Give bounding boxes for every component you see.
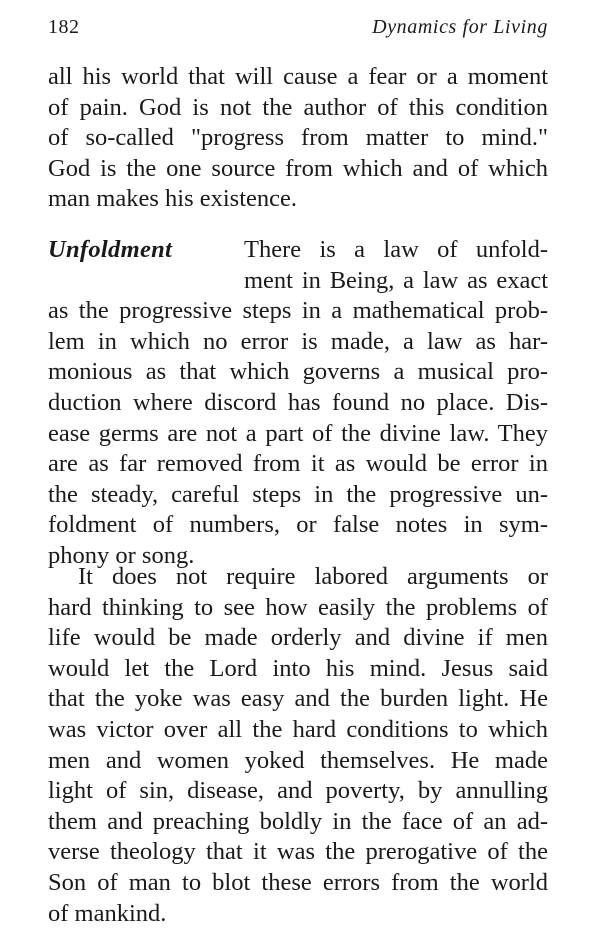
text-line: of so-called "progress from matter to mind." <box>48 124 548 152</box>
text-line: them and preaching boldly in the face of an ad- <box>48 807 548 835</box>
text-line: ment in Being, a law as exact <box>244 266 548 294</box>
page-header <box>48 16 548 42</box>
text-line: of mankind. <box>48 899 167 927</box>
text-line: verse theology that it was the prerogative of the <box>48 838 548 866</box>
section-unfoldment <box>48 235 548 572</box>
text-line: God is the one source from which and of which <box>48 154 548 182</box>
text-line: duction where discord has found no place. Dis- <box>48 388 548 416</box>
text-line: men and women yoked themselves. He made <box>48 746 548 774</box>
text-line: of pain. God is not the author of this condition <box>48 93 548 121</box>
text-line: the steady, careful steps in the progressive un- <box>48 480 548 508</box>
text-line: It does not require labored arguments or <box>78 563 548 590</box>
paragraph-1 <box>48 62 548 215</box>
text-line: hard thinking to see how easily the problems of <box>48 593 548 621</box>
text-line: was victor over all the hard conditions to which <box>48 715 548 743</box>
text-line: life would be made orderly and divine if men <box>48 624 548 652</box>
text-line: Son of man to blot these errors from the world <box>48 868 548 896</box>
text-line: foldment of numbers, or false notes in sym- <box>48 511 548 539</box>
paragraph-3 <box>48 562 548 929</box>
text-line: as the progressive steps in a mathematical prob- <box>48 297 548 325</box>
text-line: ease germs are not a part of the divine law. They <box>48 419 548 447</box>
section-heading: Unfoldment <box>48 236 173 263</box>
text-line: would let the Lord into his mind. Jesus said <box>48 654 548 682</box>
text-line: light of sin, disease, and poverty, by annulling <box>48 777 548 805</box>
text-line: are as far removed from it as would be error in <box>48 450 548 478</box>
text-line: phony or song. <box>48 541 195 569</box>
text-line: monious as that which governs a musical pro- <box>48 358 548 386</box>
text-line: all his world that will cause a fear or a moment <box>48 63 548 90</box>
text-line: There is a law of unfold- <box>244 236 548 263</box>
text-line: that the yoke was easy and the burden light. He <box>48 685 548 713</box>
running-title: Dynamics for Living <box>372 16 548 38</box>
text-line: man makes his existence. <box>48 185 298 213</box>
text-line: lem in which no error is made, a law as har- <box>48 327 548 355</box>
page-number: 182 <box>48 16 80 38</box>
